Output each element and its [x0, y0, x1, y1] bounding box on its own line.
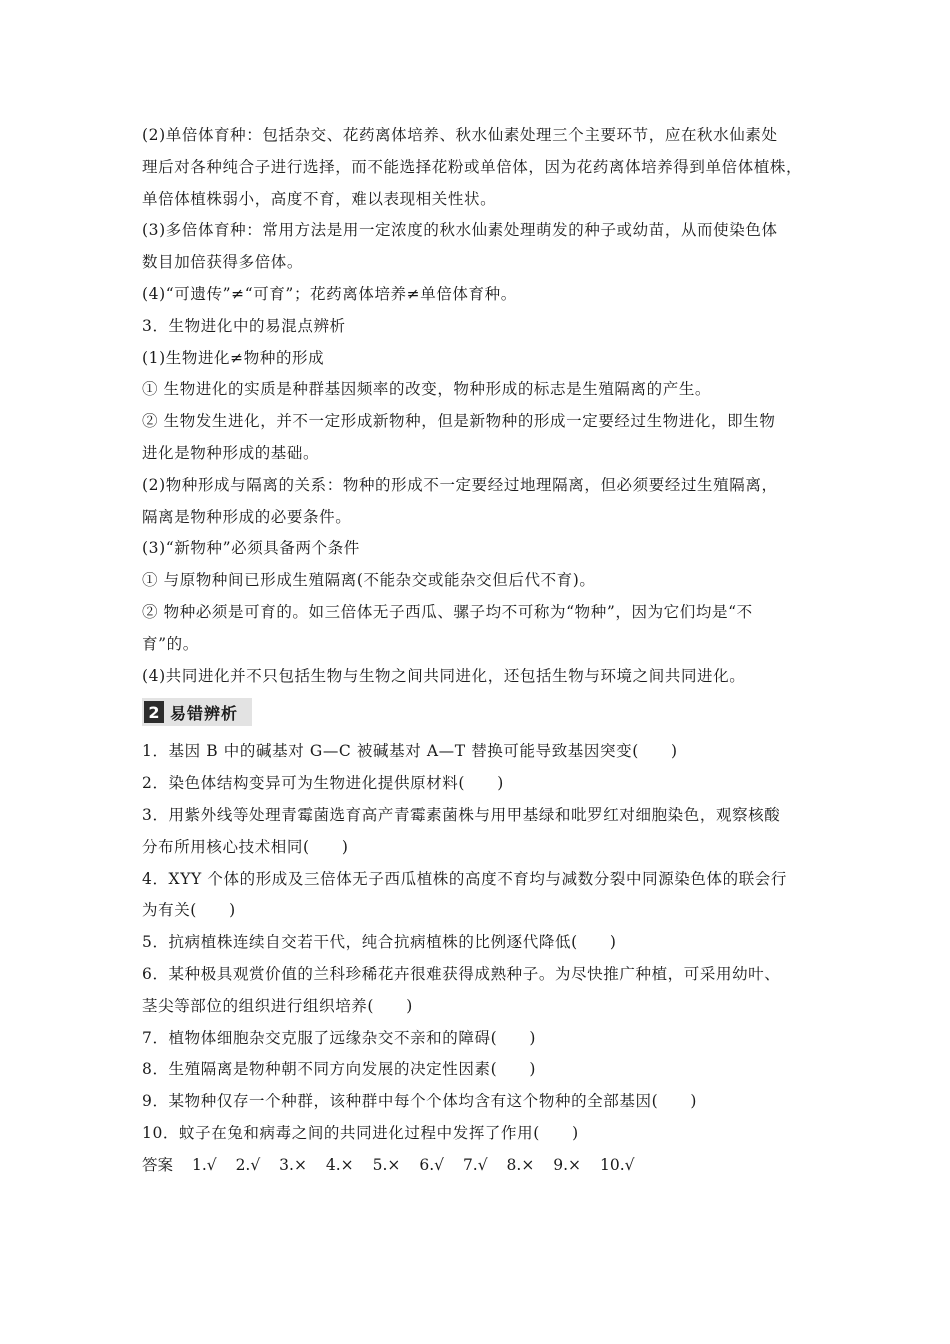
answer-item: 6.√: [419, 1155, 444, 1174]
question-line: 茎尖等部位的组织进行组织培养( ): [142, 996, 413, 1015]
text-line: 数目加倍获得多倍体。: [142, 253, 304, 272]
answer-label: 答案: [142, 1155, 174, 1174]
text-line: 育”的。: [142, 634, 199, 653]
text-line: (3)“新物种”必须具备两个条件: [142, 539, 360, 558]
answer-item: 3.×: [279, 1155, 307, 1174]
text-line: ② 物种必须是可育的。如三倍体无子西瓜、骡子均不可称为“物种”，因为它们均是“不: [142, 602, 753, 621]
answer-item: 2.√: [235, 1155, 261, 1174]
text-line: 进化是物种形成的基础。: [142, 443, 320, 462]
text-line: (4)共同进化并不只包括生物与生物之间共同进化，还包括生物与环境之间共同进化。: [142, 666, 746, 685]
text-line: ① 与原物种间已形成生殖隔离(不能杂交或能杂交但后代不育)。: [142, 571, 596, 590]
text-line: (2)物种形成与隔离的关系：物种的形成不一定要经过地理隔离，但必须要经过生殖隔离，: [142, 475, 778, 494]
question-line: 4．XYY 个体的形成及三倍体无子西瓜植株的高度不育均与减数分裂中同源染色体的联会行: [142, 869, 787, 888]
answer-item: 7.√: [462, 1155, 488, 1174]
text-line: (2)单倍体育种：包括杂交、花药离体培养、秋水仙素处理三个主要环节，应在秋水仙素处: [142, 126, 778, 144]
document-content: [142, 120, 812, 1182]
answer-item: 5.×: [372, 1155, 401, 1174]
question-line: 3．用紫外线等处理青霉菌选育高产青霉素菌株与用甲基绿和吡罗红对细胞染色，观察核酸: [142, 805, 781, 824]
answer-item: 10.√: [599, 1155, 635, 1174]
text-line: 3．生物进化中的易混点辨析: [142, 316, 346, 335]
section-header: [142, 698, 252, 726]
text-line: 理后对各种纯合子进行选择，而不能选择花粉或单倍体，因为花药离体培养得到单倍体植株，: [142, 157, 803, 176]
question-line: 2．染色体结构变异可为生物进化提供原材料( ): [142, 774, 504, 793]
question-line: 10．蚊子在兔和病毒之间的共同进化过程中发挥了作用( ): [142, 1123, 579, 1142]
question-line: 7．植物体细胞杂交克服了远缘杂交不亲和的障碍( ): [142, 1028, 537, 1047]
knowledge-section: [142, 120, 812, 692]
text-line: 单倍体植株弱小，高度不育，难以表现相关性状。: [142, 189, 497, 208]
text-line: (4)“可遗传”≠“可育”；花药离体培养≠单倍体育种。: [142, 284, 517, 303]
text-line: (1)生物进化≠物种的形成: [142, 348, 325, 367]
answer-key: [142, 1150, 812, 1182]
section-number-badge: 2: [144, 701, 164, 723]
text-line: ① 生物进化的实质是种群基因频率的改变，物种形成的标志是生殖隔离的产生。: [142, 380, 712, 399]
text-line: ② 生物发生进化，并不一定形成新物种，但是新物种的形成一定要经过生物进化，即生物: [142, 412, 776, 431]
section-title: 易错辨析: [170, 703, 239, 723]
question-line: 为有关( ): [142, 901, 236, 920]
answer-item: 1.√: [191, 1155, 217, 1174]
question-line: 1．基因 B 中的碱基对 G—C 被碱基对 A—T 替换可能导致基因突变( ): [142, 742, 678, 761]
answer-item: 4.×: [325, 1155, 354, 1174]
question-line: 8．生殖隔离是物种朝不同方向发展的决定性因素( ): [142, 1060, 537, 1079]
question-list: [142, 736, 812, 1149]
text-line: 隔离是物种形成的必要条件。: [142, 507, 352, 526]
question-line: 5．抗病植株连续自交若干代，纯合抗病植株的比例逐代降低( ): [142, 933, 617, 952]
question-line: 9．某物种仅存一个种群，该种群中每个个体均含有这个物种的全部基因( ): [142, 1092, 698, 1111]
answer-item: 9.×: [553, 1155, 582, 1174]
answer-item: 8.×: [506, 1155, 535, 1174]
question-line: 6．某种极具观赏价值的兰科珍稀花卉很难获得成熟种子。为尽快推广种植，可采用幼叶、: [142, 964, 781, 983]
question-line: 分布所用核心技术相同( ): [142, 837, 349, 856]
text-line: (3)多倍体育种：常用方法是用一定浓度的秋水仙素处理萌发的种子或幼苗，从而使染色体: [142, 221, 778, 240]
